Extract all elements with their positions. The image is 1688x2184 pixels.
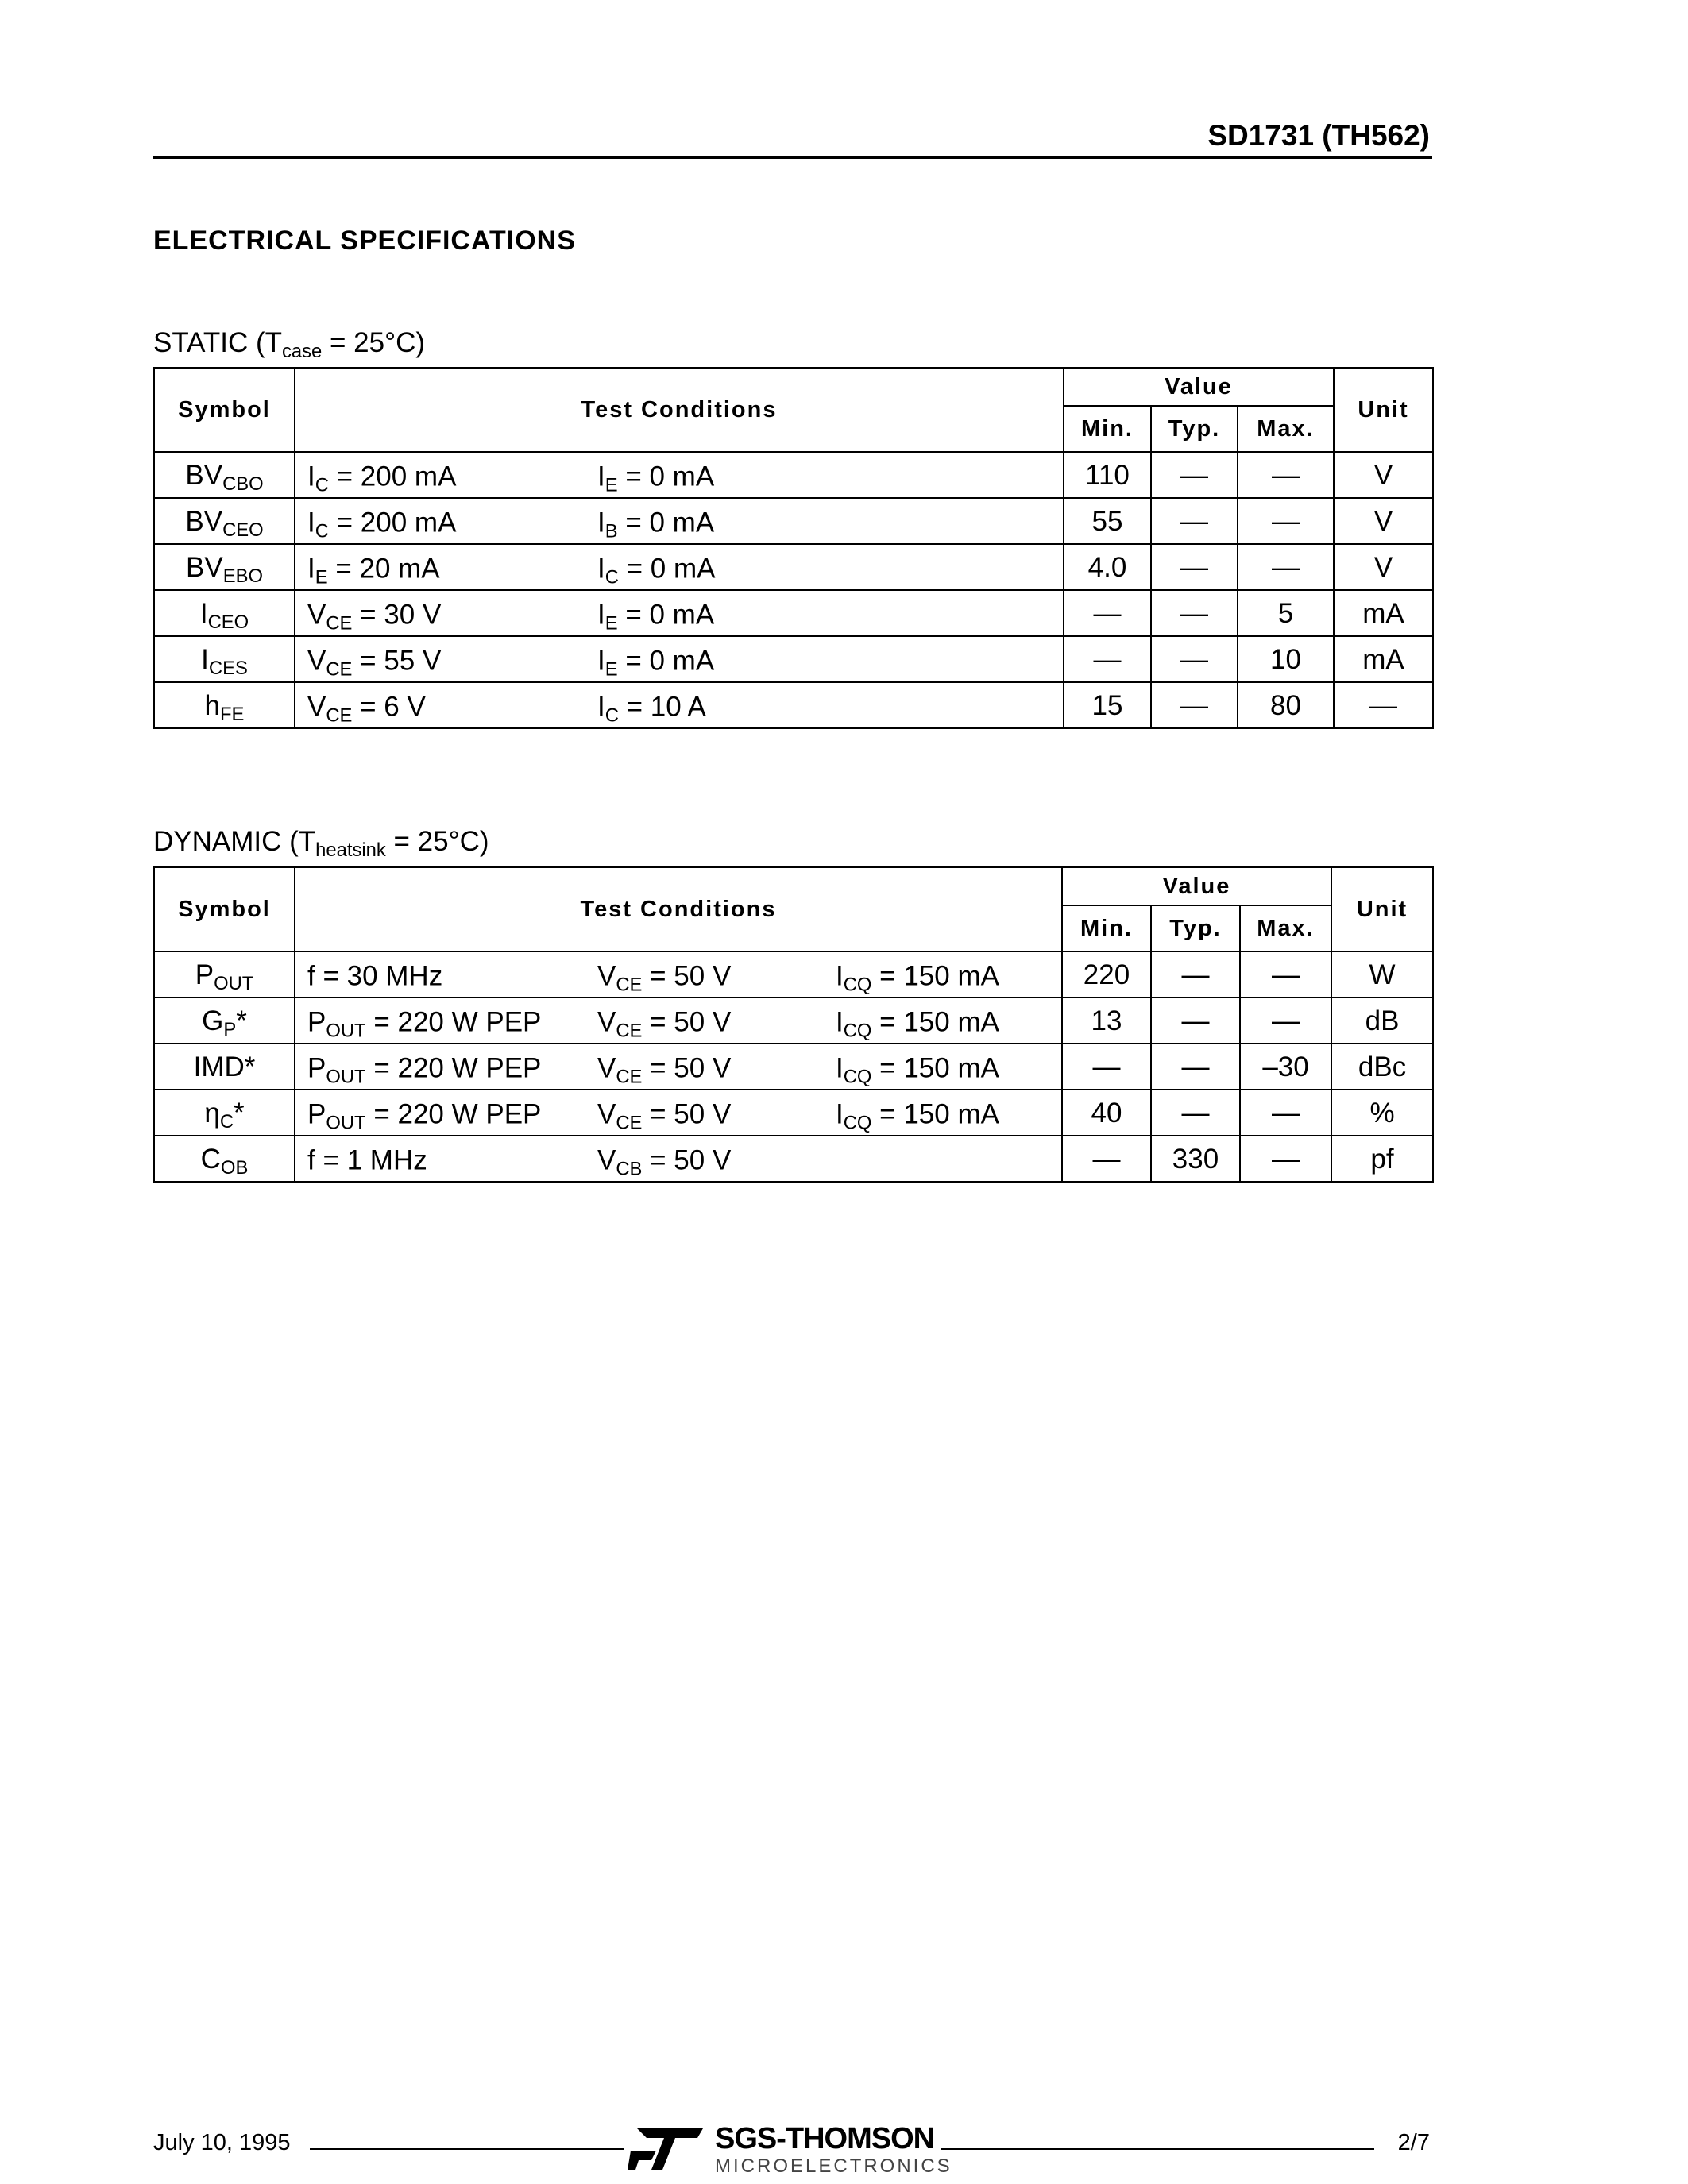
test-conditions-cell	[295, 590, 1064, 636]
max-value-cell: —	[1240, 1090, 1331, 1136]
min-value-cell: 15	[1064, 682, 1151, 728]
min-value-cell: 40	[1062, 1090, 1151, 1136]
typ-value-cell: —	[1151, 951, 1240, 997]
table-row	[154, 636, 1433, 682]
unit-value-cell: mA	[1334, 636, 1433, 682]
condition-2: $I_E = 0$ mA	[597, 599, 715, 635]
typ-value-cell: —	[1151, 590, 1238, 636]
test-conditions-cell	[295, 636, 1064, 682]
condition-3: $I_{CQ} = 150$ mA	[836, 1098, 999, 1134]
max-value-cell: —	[1240, 997, 1331, 1044]
max-value-cell: 80	[1238, 682, 1334, 728]
max-value-cell: —	[1240, 951, 1331, 997]
condition-2: $I_E = 0$ mA	[597, 645, 715, 681]
min-value-cell: 55	[1064, 498, 1151, 544]
test-conditions-cell	[295, 997, 1062, 1044]
symbol-cell	[154, 997, 295, 1044]
symbol: $I_{CES}$	[201, 643, 248, 679]
condition-2: $I_C = 10$ A	[597, 691, 706, 727]
condition-1: $I_C = 200$ mA	[307, 461, 457, 496]
typ-value-cell: —	[1151, 636, 1238, 682]
min-value-cell: 110	[1064, 452, 1151, 498]
max-value-cell: —	[1238, 498, 1334, 544]
unit-value-cell: dBc	[1331, 1044, 1433, 1090]
condition-1: $V_{CE} = 6$ V	[307, 691, 426, 727]
max-value-cell: —	[1238, 544, 1334, 590]
unit-value-cell: %	[1331, 1090, 1433, 1136]
symbol: $BV_{CBO}$	[185, 459, 264, 495]
static-caption: STATIC $(T_{case} = 25^\circ C)$	[153, 327, 426, 363]
symbol-cell	[154, 544, 295, 590]
unit-value-cell: mA	[1334, 590, 1433, 636]
static-spec-table	[153, 367, 1434, 729]
col-header-symbol: Symbol	[154, 368, 295, 452]
condition-2: $V_{CE} = 50$ V	[597, 1052, 732, 1088]
symbol-cell	[154, 1090, 295, 1136]
logo-sub-text: MICROELECTRONICS	[715, 2155, 952, 2177]
logo-brand-text: SGS-THOMSON	[715, 2122, 935, 2155]
min-value-cell: 13	[1062, 997, 1151, 1044]
symbol-cell	[154, 590, 295, 636]
condition-1: $I_C = 200$ mA	[307, 507, 457, 542]
symbol-cell	[154, 682, 295, 728]
unit-value-cell: —	[1334, 682, 1433, 728]
symbol: $I_{CEO}$	[199, 597, 249, 633]
test-conditions-cell	[295, 1136, 1062, 1182]
col-header-symbol: Symbol	[154, 867, 295, 951]
table-row	[154, 997, 1433, 1044]
section-title: ELECTRICAL SPECIFICATIONS	[153, 226, 576, 256]
col-header-min: Min.	[1062, 905, 1151, 951]
unit-value-cell: dB	[1331, 997, 1433, 1044]
footer-page-number: 2/7	[1397, 2130, 1430, 2155]
header-rule	[153, 156, 1432, 159]
max-value-cell: –30	[1240, 1044, 1331, 1090]
table-row	[154, 1044, 1433, 1090]
unit-value-cell: W	[1331, 951, 1433, 997]
condition-2: $V_{CE} = 50$ V	[597, 1006, 732, 1042]
unit-value-cell: V	[1334, 498, 1433, 544]
condition-1: $V_{CE} = 30$ V	[307, 599, 442, 635]
footer-rule-left	[310, 2148, 624, 2150]
footer-rule-right	[941, 2148, 1374, 2150]
col-header-test-conditions: Test Conditions	[295, 368, 1064, 452]
col-header-min: Min.	[1064, 406, 1151, 452]
company-logo	[628, 2122, 952, 2178]
dynamic-caption: DYNAMIC $(T_{heatsink} = 25^\circ C)$	[153, 826, 489, 862]
condition-2: $I_C = 0$ mA	[597, 553, 716, 588]
col-header-value: Value	[1062, 867, 1331, 905]
symbol-cell	[154, 1044, 295, 1090]
typ-value-cell: —	[1151, 498, 1238, 544]
symbol: $C_{OB}$	[200, 1143, 249, 1179]
table-row	[154, 590, 1433, 636]
min-value-cell: —	[1064, 636, 1151, 682]
col-header-max: Max.	[1240, 905, 1331, 951]
col-header-typ: Typ.	[1151, 905, 1240, 951]
dynamic-spec-table	[153, 866, 1434, 1183]
col-header-unit: Unit	[1331, 867, 1433, 951]
condition-2: $I_B = 0$ mA	[597, 507, 715, 542]
symbol: $BV_{EBO}$	[186, 551, 263, 587]
symbol: IMD*	[193, 1051, 256, 1082]
symbol: $P_{OUT}$	[195, 959, 254, 994]
max-value-cell: 10	[1238, 636, 1334, 682]
table-row	[154, 1090, 1433, 1136]
condition-1: $P_{OUT} = 220$ W PEP	[307, 1052, 542, 1088]
table-row	[154, 498, 1433, 544]
condition-1: $I_E = 20$ mA	[307, 553, 440, 588]
table-row	[154, 544, 1433, 590]
symbol: $\eta_C*$	[204, 1097, 245, 1133]
test-conditions-cell	[295, 951, 1062, 997]
typ-value-cell: 330	[1151, 1136, 1240, 1182]
test-conditions-cell	[295, 544, 1064, 590]
max-value-cell: 5	[1238, 590, 1334, 636]
footer-date: July 10, 1995	[153, 2130, 291, 2155]
condition-1: $P_{OUT} = 220$ W PEP	[307, 1006, 542, 1042]
typ-value-cell: —	[1151, 544, 1238, 590]
table-row	[154, 452, 1433, 498]
condition-3: $I_{CQ} = 150$ mA	[836, 960, 999, 996]
table-row	[154, 951, 1433, 997]
typ-value-cell: —	[1151, 1044, 1240, 1090]
symbol-cell	[154, 951, 295, 997]
min-value-cell: 220	[1062, 951, 1151, 997]
symbol: $BV_{CEO}$	[185, 505, 264, 541]
max-value-cell: —	[1240, 1136, 1331, 1182]
condition-1: f = 1 MHz	[307, 1144, 427, 1176]
min-value-cell: —	[1062, 1044, 1151, 1090]
symbol: $h_{FE}$	[204, 689, 245, 725]
condition-2: $V_{CE} = 50$ V	[597, 1098, 732, 1134]
typ-value-cell: —	[1151, 682, 1238, 728]
table-row	[154, 1136, 1433, 1182]
table-row	[154, 682, 1433, 728]
test-conditions-cell	[295, 1044, 1062, 1090]
condition-3: $I_{CQ} = 150$ mA	[836, 1052, 999, 1088]
min-value-cell: —	[1064, 590, 1151, 636]
condition-2: $I_E = 0$ mA	[597, 461, 715, 496]
st-logo-icon	[628, 2124, 707, 2173]
unit-value-cell: pf	[1331, 1136, 1433, 1182]
symbol-cell	[154, 636, 295, 682]
symbol: $G_P*$	[202, 1005, 247, 1040]
min-value-cell: 4.0	[1064, 544, 1151, 590]
typ-value-cell: —	[1151, 1090, 1240, 1136]
col-header-value: Value	[1064, 368, 1334, 406]
test-conditions-cell	[295, 682, 1064, 728]
test-conditions-cell	[295, 1090, 1062, 1136]
col-header-unit: Unit	[1334, 368, 1433, 452]
condition-2: $V_{CE} = 50$ V	[597, 960, 732, 996]
col-header-test-conditions: Test Conditions	[295, 867, 1062, 951]
typ-value-cell: —	[1151, 997, 1240, 1044]
test-conditions-cell	[295, 452, 1064, 498]
symbol-cell	[154, 452, 295, 498]
min-value-cell: —	[1062, 1136, 1151, 1182]
test-conditions-cell	[295, 498, 1064, 544]
typ-value-cell: —	[1151, 452, 1238, 498]
condition-1: $P_{OUT} = 220$ W PEP	[307, 1098, 542, 1134]
condition-1: $V_{CE} = 55$ V	[307, 645, 442, 681]
col-header-max: Max.	[1238, 406, 1334, 452]
col-header-typ: Typ.	[1151, 406, 1238, 452]
max-value-cell: —	[1238, 452, 1334, 498]
document-part-number: SD1731 (TH562)	[1207, 119, 1430, 152]
unit-value-cell: V	[1334, 452, 1433, 498]
symbol-cell	[154, 1136, 295, 1182]
condition-2: $V_{CB} = 50$ V	[597, 1144, 732, 1180]
symbol-cell	[154, 498, 295, 544]
condition-3: $I_{CQ} = 150$ mA	[836, 1006, 999, 1042]
condition-1: f = 30 MHz	[307, 960, 443, 992]
unit-value-cell: V	[1334, 544, 1433, 590]
